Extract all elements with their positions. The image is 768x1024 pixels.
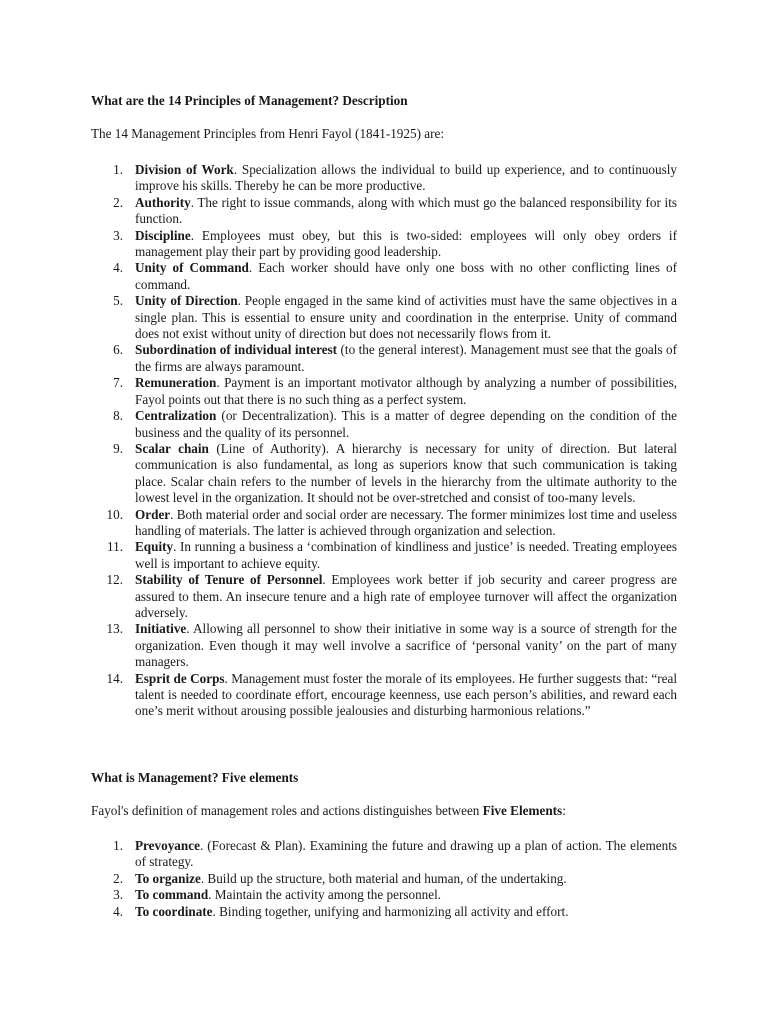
list-description: (to the general interest). Management must see that the goals of the firms are always paramount.: [135, 342, 677, 374]
principle-item: [0, 195, 677, 228]
element-item: [0, 887, 677, 903]
principle-item: [0, 162, 677, 195]
principle-item: [0, 342, 677, 375]
list-description: (or Decentralization). This is a matter of degree depending on the condition of the business and the quality of its personnel.: [135, 408, 677, 440]
list-description: . Allowing all personnel to show their initiative in some way is a source of strength for the organization. Even though it may well involve a sacrifice of ‘personal vanity’ on the part of many managers.: [135, 621, 677, 670]
list-term: Equity: [135, 539, 174, 555]
list-number: 6.: [113, 342, 123, 358]
list-number: 3.: [113, 227, 123, 243]
list-term: Scalar chain: [135, 440, 209, 456]
list-description: . Employees must obey, but this is two-sided: employees will only obey orders if management play their part by providing good leadership.: [135, 227, 677, 260]
list-term: To coordinate: [135, 903, 213, 919]
list-term: Initiative: [135, 621, 187, 637]
principle-item: [0, 572, 677, 621]
principle-item: [0, 539, 677, 572]
list-description: . Each worker should have only one boss with no other conflicting lines of command.: [135, 260, 677, 292]
principle-item: [0, 671, 677, 720]
list-number: 5.: [113, 293, 123, 309]
list-description: . Build up the structure, both material and human, of the undertaking.: [200, 870, 567, 886]
list-description: . Specialization allows the individual to build up experience, and to continuously improve his skills. Thereby he can be more productive.: [135, 162, 677, 194]
list-term: Prevoyance: [135, 838, 200, 853]
list-number: 4.: [113, 903, 123, 919]
list-number: 14.: [106, 670, 123, 686]
list-description: . People engaged in the same kind of activities must have the same objectives in a single plan. This is essential to ensure unity and coordination in the enterprise. Unity of command does not exist without unity of direction but does not necessarily flows from it.: [135, 293, 677, 342]
list-term: To command: [135, 887, 209, 903]
list-number: 3.: [113, 887, 123, 903]
list-number: 7.: [113, 375, 123, 391]
list-description: . Employees work better if job security and career progress are assured to them. An insecure tenure and a high rate of employee turnover will affect the organization adversely.: [135, 572, 677, 620]
element-item: [0, 904, 677, 920]
list-number: 1.: [113, 162, 123, 177]
elements-intro-text: Fayol's definition of management roles and actions distinguishes between: [91, 803, 483, 818]
list-number: 13.: [106, 621, 123, 637]
intro-paragraph: The 14 Management Principles from Henri Fayol (1841-1925) are:: [91, 126, 445, 141]
list-description: . The right to issue commands, along with which must go the balanced responsibility for its function.: [135, 194, 677, 227]
five-elements-term: Five Elements: [482, 803, 563, 818]
principle-item: [0, 441, 677, 507]
list-term: Order: [135, 506, 171, 522]
list-term: Division of Work: [135, 162, 234, 177]
list-number: 12.: [106, 572, 123, 588]
list-term: Unity of Direction: [135, 293, 238, 309]
list-term: Remuneration: [135, 375, 217, 391]
element-item: [0, 838, 677, 871]
principle-item: [0, 507, 677, 540]
principle-item: [0, 408, 677, 441]
elements-list: [0, 838, 677, 920]
list-term: Unity of Command: [135, 260, 249, 276]
list-description: . Maintain the activity among the personnel.: [208, 887, 442, 903]
principle-item: [0, 375, 677, 408]
principles-list: [0, 162, 677, 720]
list-term: To organize: [135, 870, 201, 886]
section-heading-elements: What is Management? Five elements: [91, 770, 299, 785]
list-description: (Line of Authority). A hierarchy is necessary for unity of direction. But lateral communication is also fundamental, as long as superiors know that such communication is taking place. Scalar chain refers to the number of levels in the hierarchy from the ultimate authority to the lowest level in the organization. It should not be over-stretched and consist of too-many levels.: [135, 440, 678, 506]
list-number: 8.: [113, 408, 123, 424]
list-term: Subordination of individual interest: [135, 342, 338, 358]
section-heading-principles: What are the 14 Principles of Management? Description: [91, 93, 408, 108]
principle-item: [0, 228, 677, 261]
principle-item: [0, 293, 677, 342]
list-term: Esprit de Corps: [135, 670, 225, 686]
elements-intro-suffix: :: [562, 803, 566, 818]
list-number: 9.: [113, 440, 123, 456]
list-term: Centralization: [135, 408, 217, 424]
list-term: Stability of Tenure of Personnel: [135, 572, 323, 588]
principle-item: [0, 260, 677, 293]
list-number: 4.: [113, 260, 123, 276]
list-number: 11.: [107, 539, 123, 555]
list-description: . Binding together, unifying and harmonizing all activity and effort.: [212, 903, 569, 919]
principle-item: [0, 621, 677, 670]
list-term: Authority: [135, 194, 191, 210]
list-description: . Both material order and social order are necessary. The former minimizes lost time and useless handling of materials. The latter is achieved through organization and selection.: [135, 506, 677, 538]
elements-intro-paragraph: [91, 803, 566, 819]
list-description: . (Forecast & Plan). Examining the future and drawing up a plan of action. The elements of strategy.: [135, 838, 677, 870]
list-number: 10.: [106, 506, 123, 522]
list-number: 2.: [113, 870, 123, 886]
list-number: 2.: [113, 194, 123, 210]
list-description: . Management must foster the morale of its employees. He further suggests that: “real talent is needed to coordinate effort, encourage keenness, use each person’s abilities, and reward each one’s merit without arousing possible jealousies and disturbing harmonious relations.”: [135, 670, 677, 719]
list-number: 1.: [113, 838, 123, 853]
list-term: Discipline: [135, 227, 191, 243]
list-description: . Payment is an important motivator although by analyzing a number of possibilities, Fayol points out that there is no such thing as a perfect system.: [135, 375, 677, 407]
list-description: . In running a business a ‘combination of kindliness and justice’ is needed. Treating employees well is important to achieve equity.: [135, 539, 677, 571]
element-item: [0, 871, 677, 887]
